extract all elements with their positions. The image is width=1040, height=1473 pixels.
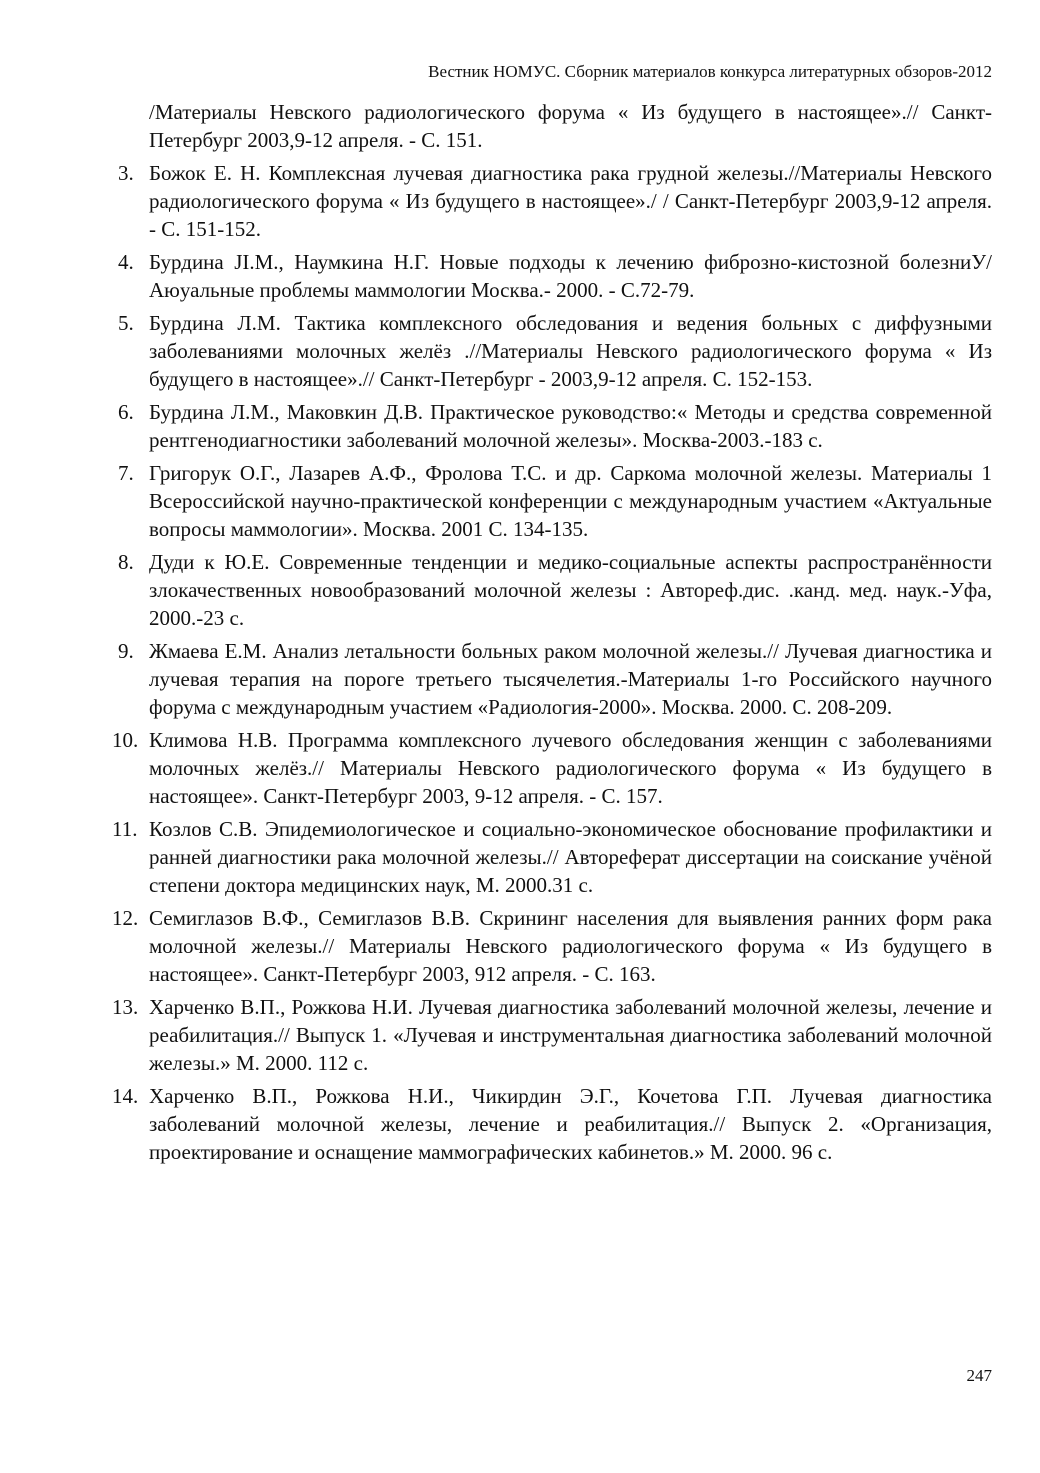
page-number: 247 bbox=[966, 1366, 992, 1385]
reference-number: 12. bbox=[112, 906, 139, 930]
reference-item-11 bbox=[112, 815, 992, 899]
reference-item-13 bbox=[112, 993, 992, 1077]
reference-number: 14. bbox=[112, 1084, 139, 1108]
reference-text: Бурдина Л.М., Маковкин Д.В. Практическое руководство:« Методы и средства современной рентгенодиагностики заболеваний молочной железы». Москва-2003.-183 с. bbox=[149, 400, 992, 452]
reference-item-5 bbox=[112, 309, 992, 393]
reference-text: Божок Е. Н. Комплексная лучевая диагностика рака грудной железы.//Материалы Невского радиологического форума « Из будущего в настоящее»./ / Санкт-Петербург 2003,9-12 апреля. - С. 151-152. bbox=[149, 161, 992, 241]
running-header: Вестник НОМУС. Сборник материалов конкурса литературных обзоров-2012 bbox=[428, 62, 992, 81]
reference-number: 13. bbox=[112, 995, 139, 1019]
reference-text: Козлов С.В. Эпидемиологическое и социально-экономическое обоснование профилактики и ранней диагностики рака молочной железы.// Автореферат диссертации на соискание учёной степени доктора медицинских наук, М. 2000.31 с. bbox=[149, 817, 992, 897]
reference-item-6 bbox=[112, 398, 992, 454]
reference-list bbox=[112, 98, 992, 1171]
reference-text: Климова Н.В. Программа комплексного лучевого обследования женщин с заболеваниями молочных желёз.// Материалы Невского радиологического форума « Из будущего в настоящее». Санкт-Петербург 2003, 9-12 апреля. - С. 157. bbox=[149, 728, 992, 808]
reference-item-4 bbox=[112, 248, 992, 304]
reference-number: 11. bbox=[112, 817, 138, 841]
reference-item-10 bbox=[112, 726, 992, 810]
reference-item-12 bbox=[112, 904, 992, 988]
reference-text: Жмаева Е.М. Анализ летальности больных раком молочной железы.// Лучевая диагностика и лучевая терапия на пороге третьего тысячелетия.-Материалы 1-го Российского научного форума с международным участием «Радиология-2000». Москва. 2000. С. 208-209. bbox=[149, 639, 992, 719]
reference-number: 10. bbox=[112, 728, 139, 752]
reference-item-14 bbox=[112, 1082, 992, 1166]
reference-number: 4. bbox=[118, 250, 134, 274]
reference-text: Бурдина JI.М., Наумкина Н.Г. Новые подходы к лечению фиброзно-кистозной болезниУ/Аюуальные проблемы маммологии Москва.- 2000. - С.72-79. bbox=[149, 250, 992, 302]
reference-number: 8. bbox=[118, 550, 134, 574]
reference-text: Семиглазов В.Ф., Семиглазов В.В. Скрининг населения для выявления ранних форм рака молочной железы.// Материалы Невского радиологического форума « Из будущего в настоящее». Санкт-Петербург 2003, 912 апреля. - С. 163. bbox=[149, 906, 992, 986]
reference-item-9 bbox=[112, 637, 992, 721]
reference-number: 5. bbox=[118, 311, 134, 335]
reference-text: Григорук О.Г., Лазарев А.Ф., Фролова Т.С. и др. Саркома молочной железы. Материалы 1 Всероссийской научно-практической конференции с международным участием «Актуальные вопросы маммологии». Москва. 2001 С. 134-135. bbox=[149, 461, 992, 541]
reference-item-7 bbox=[112, 459, 992, 543]
reference-text: Харченко В.П., Рожкова Н.И., Чикирдин Э.Г., Кочетова Г.П. Лучевая диагностика заболеваний молочной железы, лечение и реабилитация.// Выпуск 2. «Организация, проектирование и оснащение маммографических кабинетов.» М. 2000. 96 с. bbox=[149, 1084, 992, 1164]
reference-item-8 bbox=[112, 548, 992, 632]
reference-item-3 bbox=[112, 159, 992, 243]
reference-continuation: /Материалы Невского радиологического форума « Из будущего в настоящее».// Санкт-Петербург 2003,9-12 апреля. - С. 151. bbox=[149, 100, 992, 152]
reference-text: Бурдина Л.М. Тактика комплексного обследования и ведения больных с диффузными заболеваниями молочных желёз .//Материалы Невского радиологического форума « Из будущего в настоящее».// Санкт-Петербург - 2003,9-12 апреля. С. 152-153. bbox=[149, 311, 992, 391]
reference-text: Дуди к Ю.Е. Современные тенденции и медико-социальные аспекты распространённости злокачественных новообразований молочной железы : Автореф.дис. .канд. мед. наук.-Уфа, 2000.-23 с. bbox=[149, 550, 992, 630]
reference-text: Харченко В.П., Рожкова Н.И. Лучевая диагностика заболеваний молочной железы, лечение и реабилитация.// Выпуск 1. «Лучевая и инструментальная диагностика заболеваний молочной железы.» М. 2000. 112 с. bbox=[149, 995, 992, 1075]
reference-number: 9. bbox=[118, 639, 134, 663]
reference-number: 7. bbox=[118, 461, 134, 485]
reference-number: 3. bbox=[118, 161, 134, 185]
reference-number: 6. bbox=[118, 400, 134, 424]
